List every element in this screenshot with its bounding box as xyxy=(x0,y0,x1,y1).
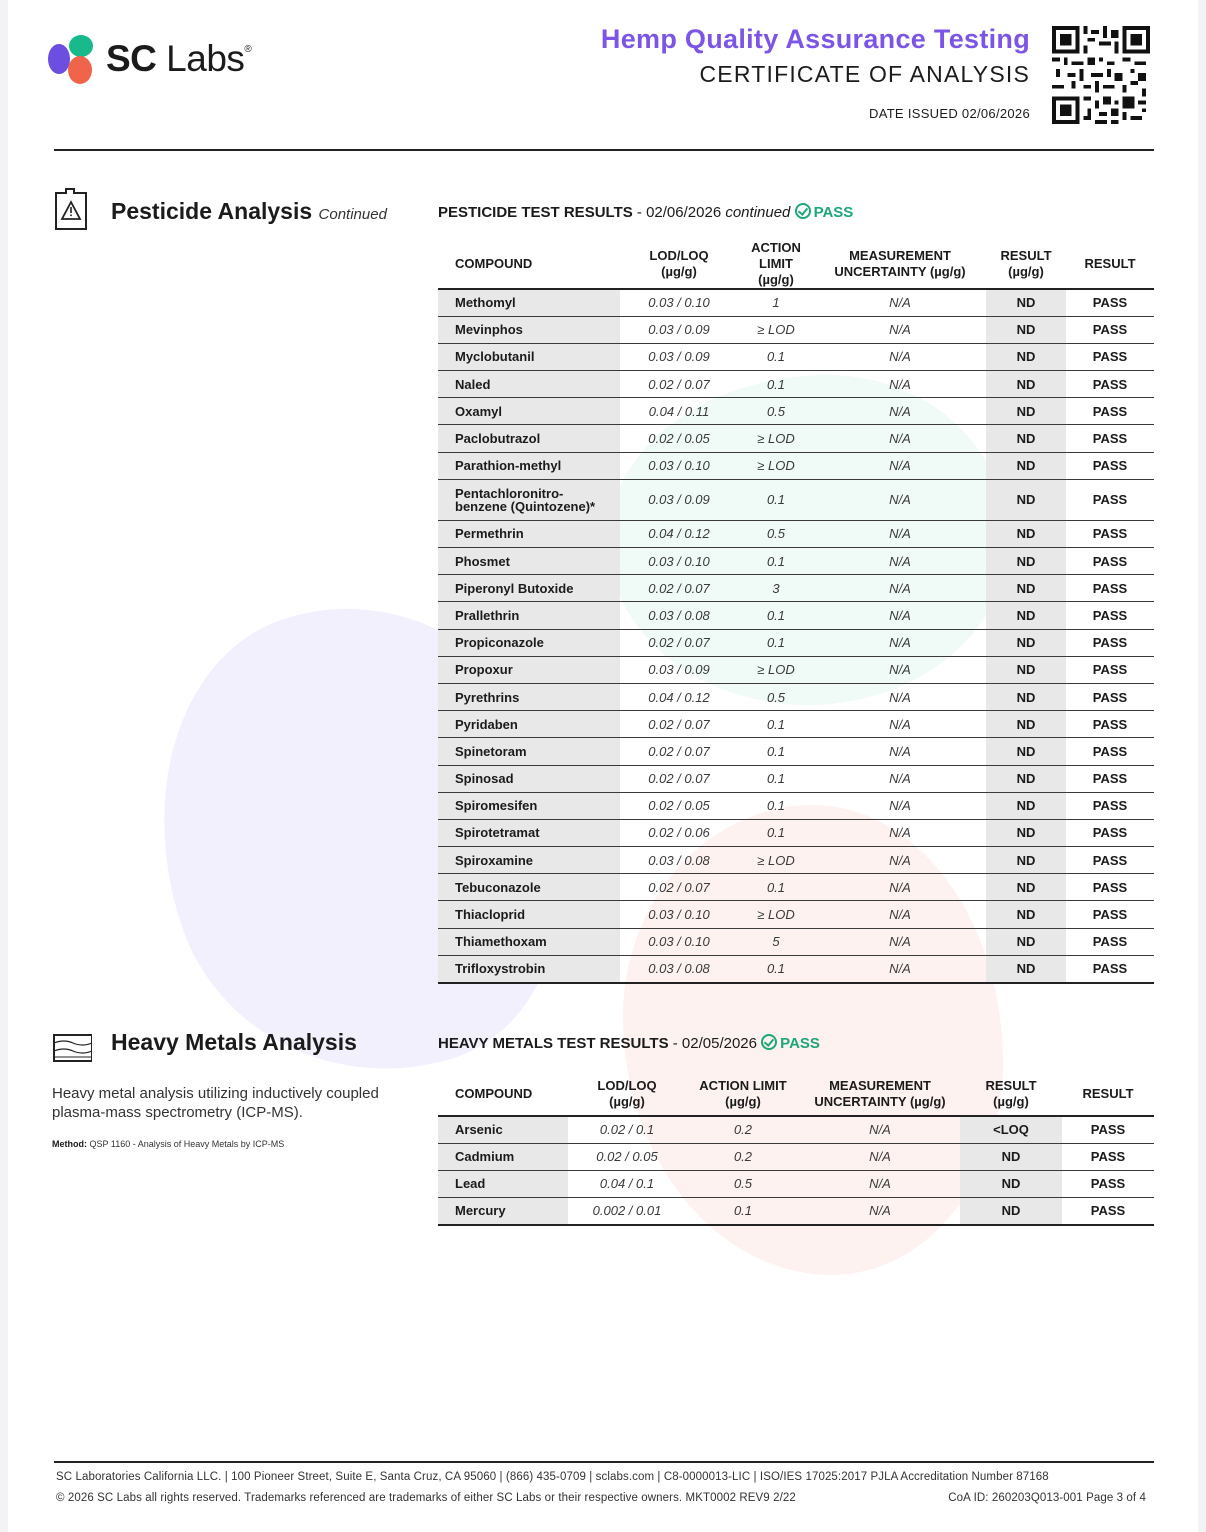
lod-loq-cell: 0.03 / 0.10 xyxy=(620,928,738,955)
lod-loq-cell: 0.03 / 0.08 xyxy=(620,602,738,629)
table-header-row xyxy=(438,240,1154,289)
compound-cell: Propoxur xyxy=(438,656,620,683)
footer-divider xyxy=(54,1461,1154,1463)
uncertainty-cell: N/A xyxy=(814,548,986,575)
lod-loq-cell: 0.02 / 0.07 xyxy=(620,575,738,602)
result-value-cell: ND xyxy=(986,792,1066,819)
pass-badge: PASS xyxy=(761,1035,820,1052)
col-lod-loq: LOD/LOQ (µg/g) xyxy=(620,240,738,289)
col-uncertainty: MEASUREMENT UNCERTAINTY (µg/g) xyxy=(814,240,986,289)
result-value-cell: ND xyxy=(960,1198,1062,1225)
lod-loq-cell: 0.02 / 0.1 xyxy=(568,1116,686,1143)
lod-loq-cell: 0.04 / 0.11 xyxy=(620,398,738,425)
result-cell: PASS xyxy=(1066,629,1154,656)
result-value-cell: ND xyxy=(960,1143,1062,1170)
document-type: CERTIFICATE OF ANALYSIS xyxy=(699,61,1030,87)
compound-cell: Spinetoram xyxy=(438,738,620,765)
result-value-cell: ND xyxy=(986,398,1066,425)
result-value-cell: ND xyxy=(986,343,1066,370)
uncertainty-cell: N/A xyxy=(814,602,986,629)
lod-loq-cell: 0.04 / 0.12 xyxy=(620,683,738,710)
result-value-cell: ND xyxy=(986,452,1066,479)
uncertainty-cell: N/A xyxy=(814,928,986,955)
action-limit-cell: 0.1 xyxy=(738,792,814,819)
result-value-cell: ND xyxy=(986,711,1066,738)
result-value-cell: ND xyxy=(986,575,1066,602)
action-limit-cell: ≥ LOD xyxy=(738,656,814,683)
uncertainty-cell: N/A xyxy=(814,765,986,792)
table-row xyxy=(438,425,1154,452)
col-result-value: RESULT (µg/g) xyxy=(986,240,1066,289)
table-row xyxy=(438,874,1154,901)
action-limit-cell: 0.2 xyxy=(686,1143,800,1170)
compound-cell: Methomyl xyxy=(438,289,620,316)
action-limit-cell: 0.5 xyxy=(686,1170,800,1197)
compound-cell: Mevinphos xyxy=(438,316,620,343)
header-divider xyxy=(54,149,1154,151)
table-row xyxy=(438,316,1154,343)
result-cell: PASS xyxy=(1066,602,1154,629)
result-cell: PASS xyxy=(1066,901,1154,928)
uncertainty-cell: N/A xyxy=(814,738,986,765)
col-uncertainty: MEASUREMENT UNCERTAINTY (µg/g) xyxy=(800,1072,960,1116)
table-row xyxy=(438,738,1154,765)
compound-cell: Oxamyl xyxy=(438,398,620,425)
compound-cell: Parathion-methyl xyxy=(438,452,620,479)
action-limit-cell: ≥ LOD xyxy=(738,425,814,452)
lod-loq-cell: 0.04 / 0.1 xyxy=(568,1170,686,1197)
uncertainty-cell: N/A xyxy=(814,847,986,874)
action-limit-cell: 0.1 xyxy=(686,1198,800,1225)
footer-address: SC Laboratories California LLC. | 100 Pioneer Street, Suite E, Santa Cruz, CA 95060 | (866) 435-0709 | sclabs.com | C8-0000013-LIC | ISO/IES 17025:2017 PJLA Accreditation Number 87168 xyxy=(56,1471,1049,1483)
uncertainty-cell: N/A xyxy=(814,901,986,928)
compound-cell: Prallethrin xyxy=(438,602,620,629)
result-value-cell: ND xyxy=(986,316,1066,343)
result-value-cell: ND xyxy=(986,765,1066,792)
uncertainty-cell: N/A xyxy=(800,1116,960,1143)
lod-loq-cell: 0.002 / 0.01 xyxy=(568,1198,686,1225)
footer-copyright: © 2026 SC Labs all rights reserved. Trademarks referenced are trademarks of either SC Labs or their respective owners. MKT0002 REV9 2/22 xyxy=(56,1492,796,1504)
result-cell: PASS xyxy=(1062,1116,1154,1143)
result-cell: PASS xyxy=(1066,520,1154,547)
date-issued: DATE ISSUED 02/06/2026 xyxy=(869,106,1030,121)
result-value-cell: ND xyxy=(986,874,1066,901)
lod-loq-cell: 0.02 / 0.07 xyxy=(620,874,738,901)
table-row xyxy=(438,575,1154,602)
compound-cell: Spirotetramat xyxy=(438,819,620,846)
table-row xyxy=(438,1116,1154,1143)
col-compound: COMPOUND xyxy=(438,1072,568,1116)
lod-loq-cell: 0.03 / 0.09 xyxy=(620,343,738,370)
uncertainty-cell: N/A xyxy=(814,425,986,452)
pesticide-results-heading: PESTICIDE TEST RESULTS - 02/06/2026 continued PASS xyxy=(438,204,854,221)
result-value-cell: ND xyxy=(986,656,1066,683)
result-cell: PASS xyxy=(1066,371,1154,398)
table-row xyxy=(438,520,1154,547)
action-limit-cell: 0.1 xyxy=(738,738,814,765)
result-value-cell: ND xyxy=(986,479,1066,520)
uncertainty-cell: N/A xyxy=(814,343,986,370)
table-row xyxy=(438,847,1154,874)
action-limit-cell: 0.1 xyxy=(738,548,814,575)
action-limit-cell: 0.5 xyxy=(738,520,814,547)
result-cell: PASS xyxy=(1062,1198,1154,1225)
logo-mark-icon xyxy=(48,34,100,86)
result-value-cell: ND xyxy=(986,602,1066,629)
pesticide-container-icon xyxy=(52,187,92,231)
action-limit-cell: 0.1 xyxy=(738,479,814,520)
pass-badge: PASS xyxy=(795,204,854,221)
heavy-metals-section-title: Heavy Metals Analysis xyxy=(111,1029,357,1055)
heavy-metals-method: Method: QSP 1160 - Analysis of Heavy Metals by ICP-MS xyxy=(52,1139,285,1149)
result-value-cell: ND xyxy=(986,629,1066,656)
result-value-cell: ND xyxy=(986,289,1066,316)
result-value-cell: <LOQ xyxy=(960,1116,1062,1143)
col-result-value: RESULT (µg/g) xyxy=(960,1072,1062,1116)
uncertainty-cell: N/A xyxy=(800,1198,960,1225)
compound-cell: Arsenic xyxy=(438,1116,568,1143)
action-limit-cell: 0.1 xyxy=(738,711,814,738)
result-value-cell: ND xyxy=(960,1170,1062,1197)
heavy-metals-icon xyxy=(52,1027,92,1071)
result-cell: PASS xyxy=(1066,425,1154,452)
action-limit-cell: 0.1 xyxy=(738,955,814,982)
compound-cell: Pyridaben xyxy=(438,711,620,738)
action-limit-cell: ≥ LOD xyxy=(738,901,814,928)
uncertainty-cell: N/A xyxy=(814,874,986,901)
lod-loq-cell: 0.03 / 0.08 xyxy=(620,955,738,982)
lod-loq-cell: 0.03 / 0.09 xyxy=(620,316,738,343)
table-row xyxy=(438,1143,1154,1170)
heavy-metals-results-table xyxy=(438,1072,1154,1226)
compound-cell: Piperonyl Butoxide xyxy=(438,575,620,602)
uncertainty-cell: N/A xyxy=(814,371,986,398)
result-cell: PASS xyxy=(1066,452,1154,479)
lod-loq-cell: 0.03 / 0.09 xyxy=(620,656,738,683)
result-cell: PASS xyxy=(1066,343,1154,370)
result-cell: PASS xyxy=(1066,479,1154,520)
action-limit-cell: ≥ LOD xyxy=(738,316,814,343)
compound-cell: Thiamethoxam xyxy=(438,928,620,955)
sc-labs-logo xyxy=(48,34,298,88)
table-header-row xyxy=(438,1072,1154,1116)
uncertainty-cell: N/A xyxy=(814,955,986,982)
lod-loq-cell: 0.02 / 0.07 xyxy=(620,738,738,765)
result-cell: PASS xyxy=(1066,955,1154,982)
table-row xyxy=(438,683,1154,710)
uncertainty-cell: N/A xyxy=(814,575,986,602)
pesticide-section-title: Pesticide Analysis Continued xyxy=(111,198,387,224)
result-cell: PASS xyxy=(1066,683,1154,710)
compound-cell: Spiroxamine xyxy=(438,847,620,874)
table-row xyxy=(438,398,1154,425)
heavy-metals-description: Heavy metal analysis utilizing inductively coupled plasma-mass spectrometry (ICP-MS). xyxy=(52,1085,379,1121)
lod-loq-cell: 0.02 / 0.05 xyxy=(620,425,738,452)
action-limit-cell: 0.1 xyxy=(738,602,814,629)
result-cell: PASS xyxy=(1066,874,1154,901)
result-value-cell: ND xyxy=(986,738,1066,765)
compound-cell: Phosmet xyxy=(438,548,620,575)
col-lod-loq: LOD/LOQ (µg/g) xyxy=(568,1072,686,1116)
lod-loq-cell: 0.02 / 0.07 xyxy=(620,371,738,398)
uncertainty-cell: N/A xyxy=(814,452,986,479)
result-cell: PASS xyxy=(1066,289,1154,316)
lod-loq-cell: 0.02 / 0.05 xyxy=(620,792,738,819)
compound-cell: Myclobutanil xyxy=(438,343,620,370)
table-row xyxy=(438,792,1154,819)
compound-cell: Thiacloprid xyxy=(438,901,620,928)
result-cell: PASS xyxy=(1066,792,1154,819)
result-cell: PASS xyxy=(1066,575,1154,602)
table-row xyxy=(438,765,1154,792)
lod-loq-cell: 0.02 / 0.06 xyxy=(620,819,738,846)
uncertainty-cell: N/A xyxy=(800,1170,960,1197)
table-row xyxy=(438,602,1154,629)
uncertainty-cell: N/A xyxy=(814,479,986,520)
lod-loq-cell: 0.03 / 0.10 xyxy=(620,901,738,928)
compound-cell: Spiromesifen xyxy=(438,792,620,819)
lod-loq-cell: 0.02 / 0.07 xyxy=(620,629,738,656)
result-value-cell: ND xyxy=(986,520,1066,547)
compound-cell: Spinosad xyxy=(438,765,620,792)
uncertainty-cell: N/A xyxy=(814,398,986,425)
compound-cell: Propiconazole xyxy=(438,629,620,656)
table-row xyxy=(438,548,1154,575)
compound-cell: Paclobutrazol xyxy=(438,425,620,452)
uncertainty-cell: N/A xyxy=(814,629,986,656)
table-row xyxy=(438,1198,1154,1225)
action-limit-cell: 0.1 xyxy=(738,629,814,656)
action-limit-cell: ≥ LOD xyxy=(738,452,814,479)
col-compound: COMPOUND xyxy=(438,240,620,289)
compound-cell: Pentachloronitro- benzene (Quintozene)* xyxy=(438,479,620,520)
result-cell: PASS xyxy=(1066,548,1154,575)
lod-loq-cell: 0.03 / 0.08 xyxy=(620,847,738,874)
lod-loq-cell: 0.02 / 0.07 xyxy=(620,711,738,738)
table-row xyxy=(438,1170,1154,1197)
result-cell: PASS xyxy=(1066,316,1154,343)
col-action-limit: ACTION LIMIT (µg/g) xyxy=(738,240,814,289)
result-cell: PASS xyxy=(1066,398,1154,425)
compound-cell: Mercury xyxy=(438,1198,568,1225)
action-limit-cell: 3 xyxy=(738,575,814,602)
result-cell: PASS xyxy=(1066,765,1154,792)
lod-loq-cell: 0.03 / 0.10 xyxy=(620,289,738,316)
result-value-cell: ND xyxy=(986,425,1066,452)
compound-cell: Tebuconazole xyxy=(438,874,620,901)
table-row xyxy=(438,343,1154,370)
table-row xyxy=(438,289,1154,316)
table-row xyxy=(438,452,1154,479)
lod-loq-cell: 0.04 / 0.12 xyxy=(620,520,738,547)
check-circle-icon xyxy=(795,203,811,219)
result-cell: PASS xyxy=(1066,847,1154,874)
uncertainty-cell: N/A xyxy=(814,656,986,683)
uncertainty-cell: N/A xyxy=(814,683,986,710)
action-limit-cell: 0.1 xyxy=(738,765,814,792)
result-value-cell: ND xyxy=(986,819,1066,846)
result-cell: PASS xyxy=(1062,1143,1154,1170)
table-row xyxy=(438,371,1154,398)
compound-cell: Pyrethrins xyxy=(438,683,620,710)
lod-loq-cell: 0.03 / 0.10 xyxy=(620,548,738,575)
uncertainty-cell: N/A xyxy=(814,520,986,547)
uncertainty-cell: N/A xyxy=(814,819,986,846)
action-limit-cell: 0.5 xyxy=(738,398,814,425)
heavy-metals-results-heading: HEAVY METALS TEST RESULTS - 02/05/2026 PASS xyxy=(438,1035,820,1052)
table-row xyxy=(438,711,1154,738)
result-cell: PASS xyxy=(1066,819,1154,846)
lod-loq-cell: 0.03 / 0.09 xyxy=(620,479,738,520)
action-limit-cell: 0.1 xyxy=(738,874,814,901)
table-row xyxy=(438,819,1154,846)
uncertainty-cell: N/A xyxy=(800,1143,960,1170)
action-limit-cell: 0.2 xyxy=(686,1116,800,1143)
action-limit-cell: 0.1 xyxy=(738,371,814,398)
coa-page xyxy=(8,0,1198,1532)
action-limit-cell: 1 xyxy=(738,289,814,316)
col-action-limit: ACTION LIMIT (µg/g) xyxy=(686,1072,800,1116)
result-value-cell: ND xyxy=(986,955,1066,982)
footer-coa-id: CoA ID: 260203Q013-001 Page 3 of 4 xyxy=(948,1492,1146,1504)
result-cell: PASS xyxy=(1066,928,1154,955)
table-row xyxy=(438,479,1154,520)
result-value-cell: ND xyxy=(986,901,1066,928)
action-limit-cell: ≥ LOD xyxy=(738,847,814,874)
compound-cell: Permethrin xyxy=(438,520,620,547)
result-cell: PASS xyxy=(1066,656,1154,683)
col-result: RESULT xyxy=(1066,240,1154,289)
result-value-cell: ND xyxy=(986,683,1066,710)
compound-cell: Cadmium xyxy=(438,1143,568,1170)
table-row xyxy=(438,901,1154,928)
logo-wordmark: SC Labs® xyxy=(106,38,252,79)
action-limit-cell: 0.5 xyxy=(738,683,814,710)
uncertainty-cell: N/A xyxy=(814,316,986,343)
compound-cell: Naled xyxy=(438,371,620,398)
table-row xyxy=(438,928,1154,955)
result-cell: PASS xyxy=(1066,738,1154,765)
result-cell: PASS xyxy=(1062,1170,1154,1197)
check-circle-icon xyxy=(761,1034,777,1050)
lod-loq-cell: 0.02 / 0.05 xyxy=(568,1143,686,1170)
uncertainty-cell: N/A xyxy=(814,711,986,738)
uncertainty-cell: N/A xyxy=(814,792,986,819)
result-value-cell: ND xyxy=(986,847,1066,874)
result-cell: PASS xyxy=(1066,711,1154,738)
table-row xyxy=(438,955,1154,982)
page-title: Hemp Quality Assurance Testing xyxy=(600,24,1030,54)
lod-loq-cell: 0.03 / 0.10 xyxy=(620,452,738,479)
action-limit-cell: 0.1 xyxy=(738,343,814,370)
qr-code-icon xyxy=(1052,26,1150,124)
compound-cell: Trifloxystrobin xyxy=(438,955,620,982)
action-limit-cell: 0.1 xyxy=(738,819,814,846)
result-value-cell: ND xyxy=(986,928,1066,955)
lod-loq-cell: 0.02 / 0.07 xyxy=(620,765,738,792)
col-result: RESULT xyxy=(1062,1072,1154,1116)
compound-cell: Lead xyxy=(438,1170,568,1197)
table-row xyxy=(438,656,1154,683)
uncertainty-cell: N/A xyxy=(814,289,986,316)
result-value-cell: ND xyxy=(986,371,1066,398)
pesticide-results-table xyxy=(438,240,1154,984)
result-value-cell: ND xyxy=(986,548,1066,575)
table-row xyxy=(438,629,1154,656)
action-limit-cell: 5 xyxy=(738,928,814,955)
